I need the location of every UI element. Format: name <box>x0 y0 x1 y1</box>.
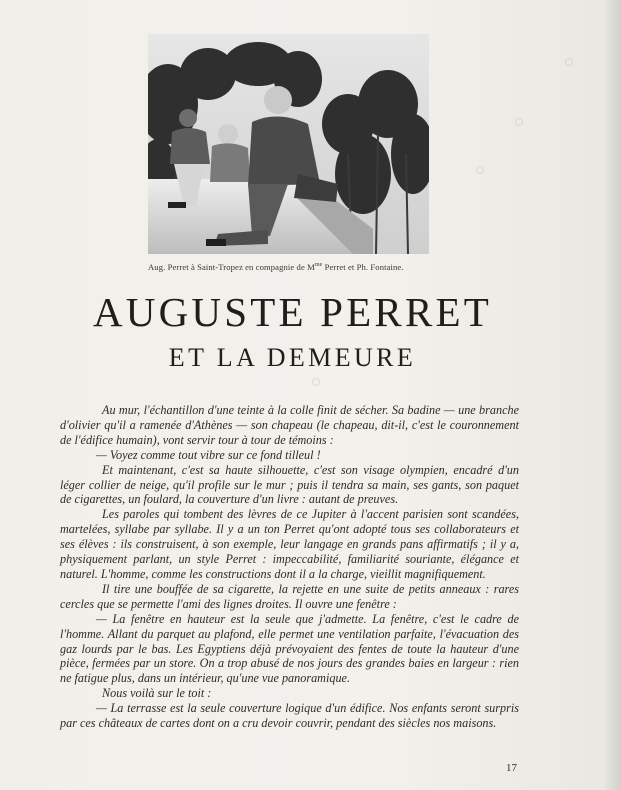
paragraph-6: — La fenêtre en hauteur est la seule que j'admette. La fenêtre, c'est le cadre de l'homme. Allant du parquet au plafond, elle permet une ventilation parfaite, l'évacuation des gaz lourds par le bas. Les Egyptiens déjà prévoyaient des fentes de toute la hauteur d'une pièce, fermées par un store. On a trop abusé de nos jours des grandes baies en largeur : rien ne fatigue plus, dans un intérieur, qu'une vue panoramique. <box>60 611 519 686</box>
article-title: AUGUSTE PERRET <box>92 289 492 335</box>
watermark-mark <box>312 378 320 386</box>
page-number: 17 <box>506 762 517 774</box>
caption-superscript: me <box>314 262 323 269</box>
watermark-mark <box>565 58 573 66</box>
paragraph-8: — La terrasse est la seule couverture logique d'un édifice. Nos enfants seront surpris par ces châteaux de cartes dont on a cru devoir couvrir, pendant des siècles nos maisons. <box>60 701 519 731</box>
caption-text-after: Perret et Ph. Fontaine. <box>322 262 404 272</box>
watermark-mark <box>515 118 523 126</box>
article-body <box>60 403 519 731</box>
paragraph-1: Au mur, l'échantillon d'une teinte à la colle finit de sécher. Sa badine — une branche d'olivier qu'il a ramenée d'Athènes — son chapeau (le chapeau, dit-il, c'est le couronnement de l'édifice humain), vont servir tour à tour de témoins : <box>60 403 519 447</box>
caption-text-before: Aug. Perret à Saint-Tropez en compagnie de M <box>148 262 315 272</box>
article-subtitle: ET LA DEMEURE <box>168 343 417 372</box>
photo-caption <box>148 262 474 272</box>
page-edge-shadow <box>603 0 621 790</box>
paragraph-2: — Voyez comme tout vibre sur ce fond tilleul ! <box>96 447 321 462</box>
paragraph-4: Les paroles qui tombent des lèvres de ce Jupiter à l'accent parisien sont scandées, martelées, syllabe par syllabe. Il y a un ton Perret qu'ont adopté tous ses collaborateurs et ses élèves : ils construisent, à son exemple, leur langage en grands pans affirmatifs ; il y a, physiquement parlant, un style Perret : impeccabilité, familiarité souriante, élégance et naturel. L'homme, comme les constructions dont il a la charge, vieillit magnifiquement. <box>60 507 519 581</box>
photograph-image <box>148 34 429 254</box>
paragraph-7: Nous voilà sur le toit : <box>102 686 212 701</box>
paragraph-3: Et maintenant, c'est sa haute silhouette, c'est son visage olympien, encadré d'un léger collier de neige, qu'il profile sur le mur ; puis il tendra sa main, ses gants, son paquet de cigarettes, un foulard, la couverture d'un livre : autant de preuves. <box>60 462 519 507</box>
photograph <box>148 34 429 254</box>
watermark-mark <box>476 166 484 174</box>
paragraph-5: Il tire une bouffée de sa cigarette, la rejette en une suite de petits anneaux : rares cercles que se permette l'ami des lignes droites. Il ouvre une fenêtre : <box>60 581 519 611</box>
